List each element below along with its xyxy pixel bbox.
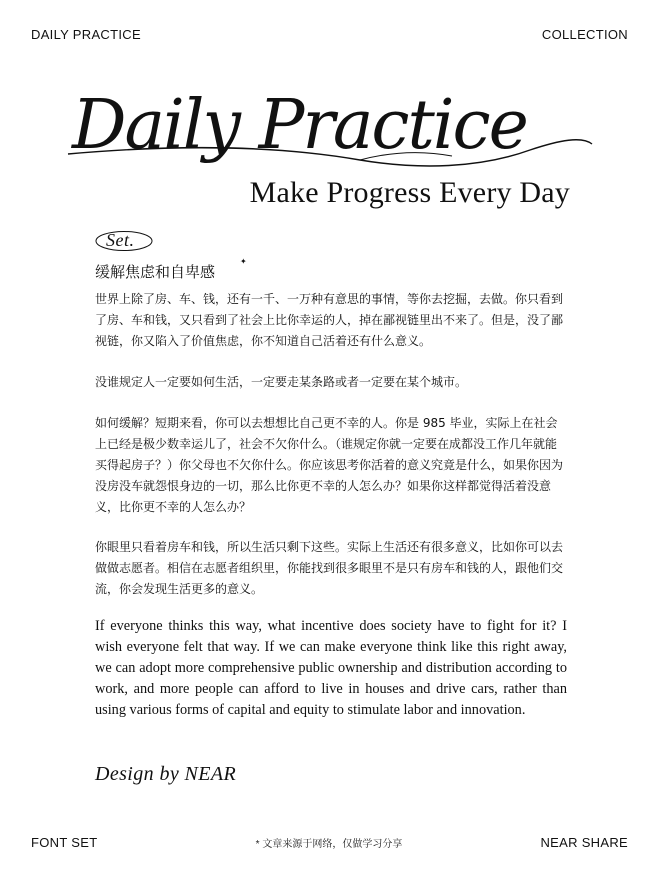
- section-heading: 缓解焦虑和自卑感: [95, 263, 216, 281]
- set-badge-label: Set.: [106, 230, 135, 250]
- hero-subtitle: Make Progress Every Day: [249, 176, 570, 209]
- footer-left-label: FONT SET: [31, 835, 98, 850]
- english-paragraph: If everyone thinks this way, what incentive does society have to fight for it? I wish everyone felt that way. If we can make everyone think like this right away, we can adopt more comprehensive public ownership and distribution according to work, and more people can afford to live in houses and drive cars, rather than using various forms of capital and equity to stimulate labor and innovation.: [95, 618, 567, 718]
- footer-right-label: NEAR SHARE: [540, 835, 628, 850]
- paragraph-3: 如何缓解？短期来看，你可以去想想比自己更不幸的人。你是 985 毕业，实际上在社会上已经是极少数幸运儿了，社会不欠你什么。（谁规定你就一定要在成都没工作几年就能买得起房子？）你父母也不欠你什么。你应该思考你活着的意义究竟是什么，如果你因为没房没车就怨恨身边的一切，那么比你更不幸的人怎么办？如果你这样都觉得活着没意义，比你更不幸的人怎么办？: [95, 416, 564, 514]
- hero-title-block: [60, 86, 600, 176]
- header-right-label: COLLECTION: [541, 27, 628, 42]
- header-left-label: DAILY PRACTICE: [31, 27, 141, 42]
- footer-note: * 文章来源于网络，仅做学习分享: [255, 839, 403, 850]
- swoosh-decoration: [60, 86, 600, 186]
- set-badge: [95, 230, 155, 252]
- paragraph-2: 没谁规定人一定要如何生活，一定要走某条路或者一定要在某个城市。: [95, 375, 468, 389]
- paragraph-1: 世界上除了房、车、钱，还有一千、一万种有意思的事情，等你去挖掘，去做。你只看到了房、车和钱，又只看到了社会上比你幸运的人，掉在鄙视链里出不来了。但是，没了鄙视链，你又陷入了价值焦虑，你不知道自己活着还有什么意义。: [95, 292, 564, 348]
- sparkle-icon: ✦: [240, 257, 247, 266]
- hero-title: Daily Practice: [72, 86, 527, 165]
- signature: Design by NEAR: [95, 763, 237, 785]
- paragraph-4: 你眼里只看着房车和钱，所以生活只剩下这些。实际上生活还有很多意义，比如你可以去做做志愿者。相信在志愿者组织里，你能找到很多眼里不是只有房车和钱的人，跟他们交流，你会发现生活更多的意义。: [95, 540, 564, 596]
